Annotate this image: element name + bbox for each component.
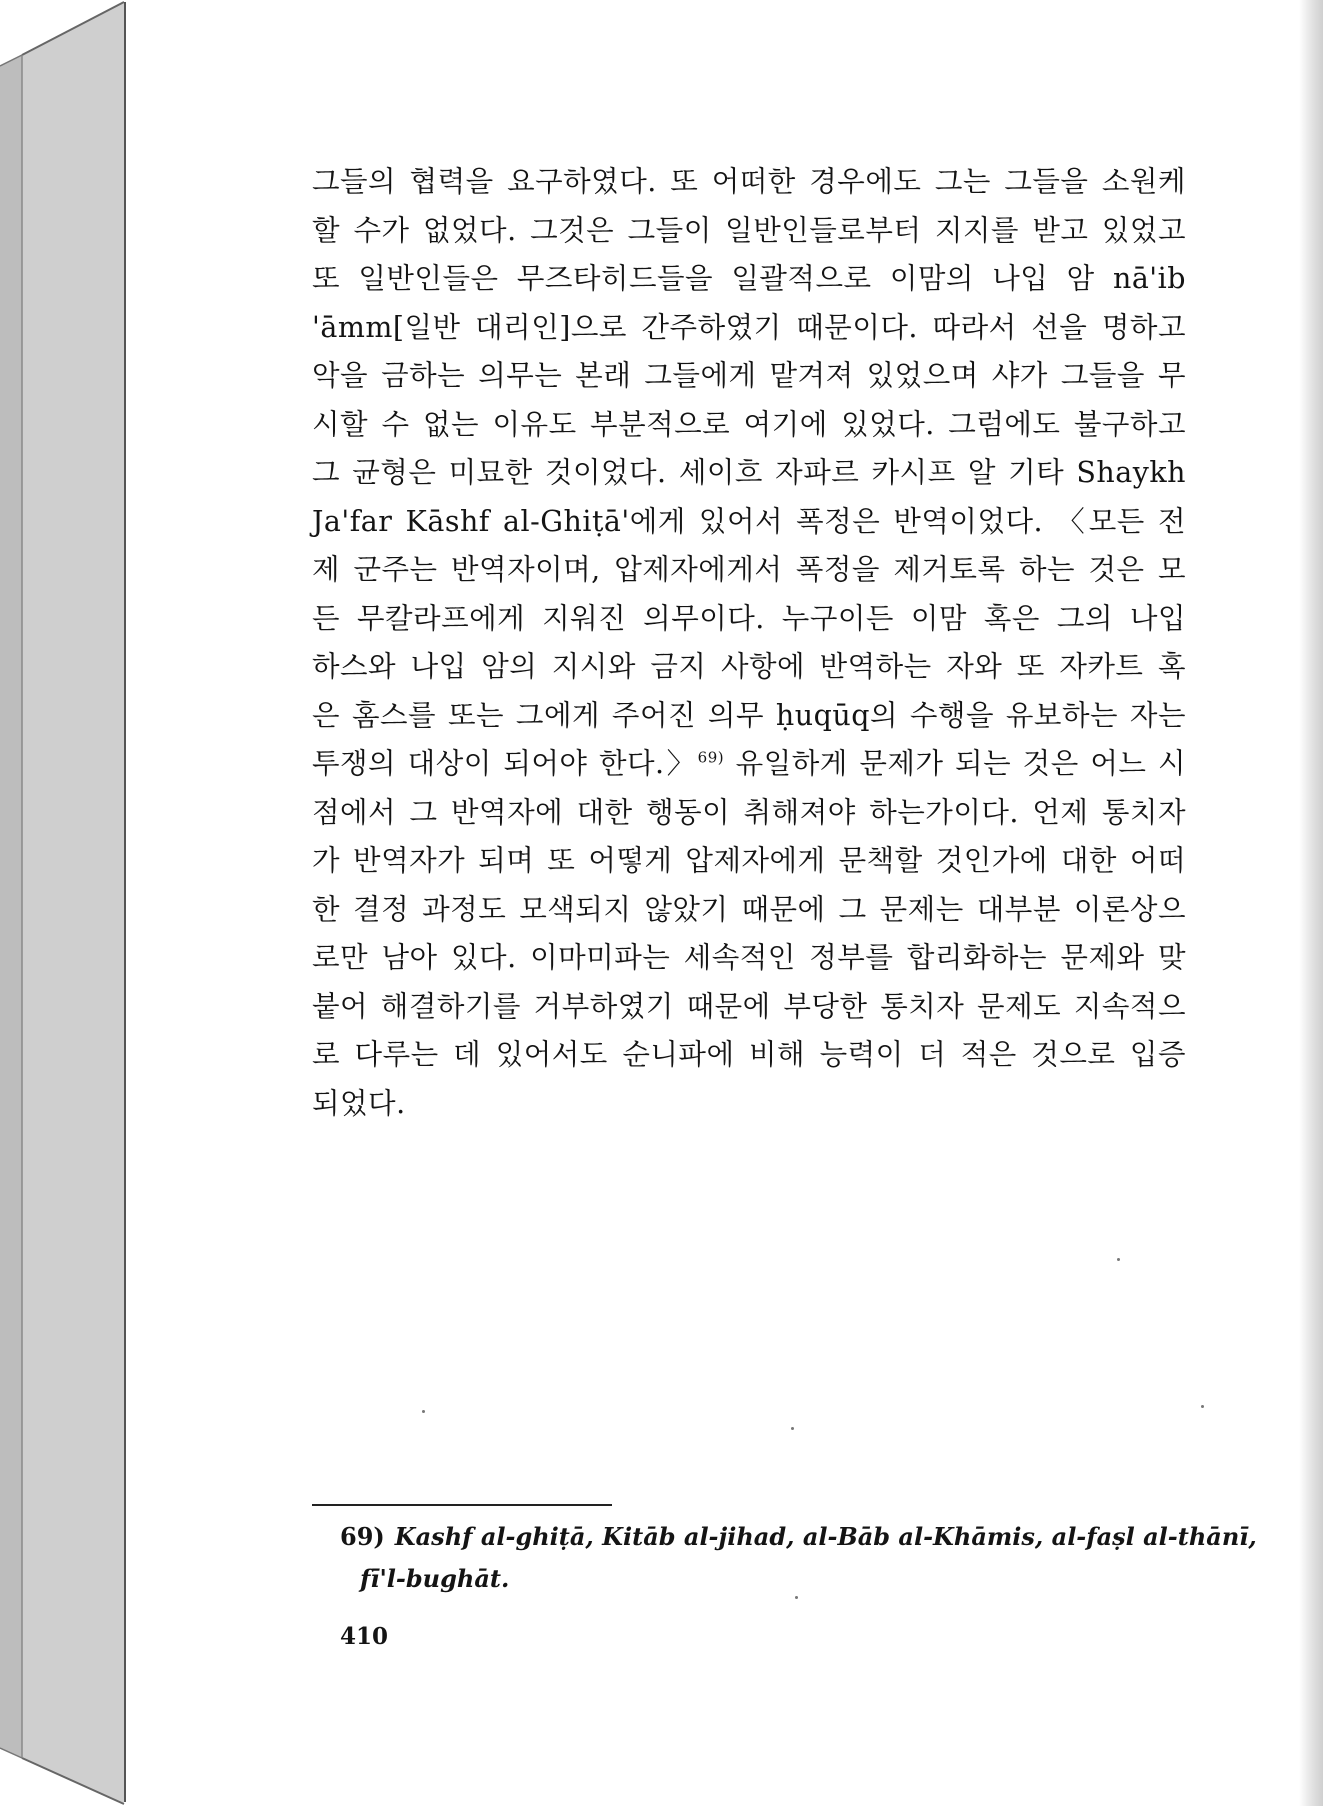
text-segment: 유일하게 문제가 되는 것은 어느 시	[724, 747, 1186, 780]
scan-speck	[791, 1427, 794, 1430]
text-line-with-footnote-ref	[312, 740, 1186, 789]
text-line: 시할 수 없는 이유도 부분적으로 여기에 있었다. 그럼에도 불구하고	[312, 407, 1186, 441]
text-line: 제 군주는 반역자이며, 압제자에게서 폭정을 제거토록 하는 것은 모	[312, 553, 1186, 586]
scan-speck	[795, 1596, 798, 1599]
text-line: 'āmm[일반 대리인]으로 간주하였기 때문이다. 따라서 선을 명하고	[312, 310, 1186, 344]
text-line: Ja'far Kāshf al-Ghiṭā'에게 있어서 폭정은 반역이었다. 〈모든 전	[312, 504, 1186, 538]
footnote-text: Kashf al-ghiṭā, Kitāb al-jihad, al-Bāb al-Khāmis, al-faṣl al-thānī,	[394, 1522, 1257, 1551]
text-segment: 투쟁의 대상이 되어야 한다.〉	[312, 747, 698, 780]
text-line: 또 일반인들은 무즈타히드들을 일괄적으로 이맘의 나입 암 nā'ib	[312, 262, 1186, 295]
page-edge-shadow	[1299, 0, 1323, 1806]
footnote	[340, 1516, 1257, 1600]
text-line: 붙어 해결하기를 거부하였기 때문에 부당한 통치자 문제도 지속적으	[312, 989, 1186, 1023]
text-line: 든 무칼라프에게 지워진 의무이다. 누구이든 이맘 혹은 그의 나입	[312, 601, 1186, 635]
scan-speck	[1201, 1405, 1204, 1408]
body-text	[312, 158, 1186, 1128]
text-line: 하스와 나입 암의 지시와 금지 사항에 반역하는 자와 또 자카트 혹	[312, 650, 1186, 683]
text-line: 되었다.	[312, 1086, 406, 1120]
text-line: 그들의 협력을 요구하였다. 또 어떠한 경우에도 그는 그들을 소원케	[312, 165, 1186, 198]
text-line: 로만 남아 있다. 이마미파는 세속적인 정부를 합리화하는 문제와 맞	[312, 941, 1186, 974]
footnote-text-continued: fī'l-bughāt.	[360, 1564, 510, 1593]
text-line: 로 다루는 데 있어서도 순니파에 비해 능력이 더 적은 것으로 입증	[312, 1038, 1186, 1071]
text-line: 가 반역자가 되며 또 어떻게 압제자에게 문책할 것인가에 대한 어떠	[312, 844, 1186, 877]
footnote-line	[340, 1516, 1257, 1558]
text-line: 은 홈스를 또는 그에게 주어진 의무 ḥuqūq의 수행을 유보하는 자는	[312, 698, 1186, 732]
footnote-number: 69)	[340, 1522, 385, 1551]
text-line: 할 수가 없었다. 그것은 그들이 일반인들로부터 지지를 받고 있었고	[312, 213, 1186, 247]
text-line: 그 균형은 미묘한 것이었다. 세이흐 자파르 카시프 알 기타 Shaykh	[312, 456, 1186, 489]
text-line: 악을 금하는 의무는 본래 그들에게 맡겨져 있었으며 샤가 그들을 무	[312, 359, 1186, 392]
text-line: 한 결정 과정도 모색되지 않았기 때문에 그 문제는 대부분 이론상으	[312, 892, 1186, 926]
scan-speck	[422, 1410, 425, 1413]
footnote-divider	[312, 1504, 612, 1506]
scan-speck	[1117, 1258, 1120, 1261]
page-number: 410	[340, 1623, 389, 1650]
footnote-reference[interactable]: 69)	[697, 748, 725, 767]
book-spine	[0, 0, 126, 1806]
text-line: 점에서 그 반역자에 대한 행동이 취해져야 하는가이다. 언제 통치자	[312, 795, 1186, 829]
